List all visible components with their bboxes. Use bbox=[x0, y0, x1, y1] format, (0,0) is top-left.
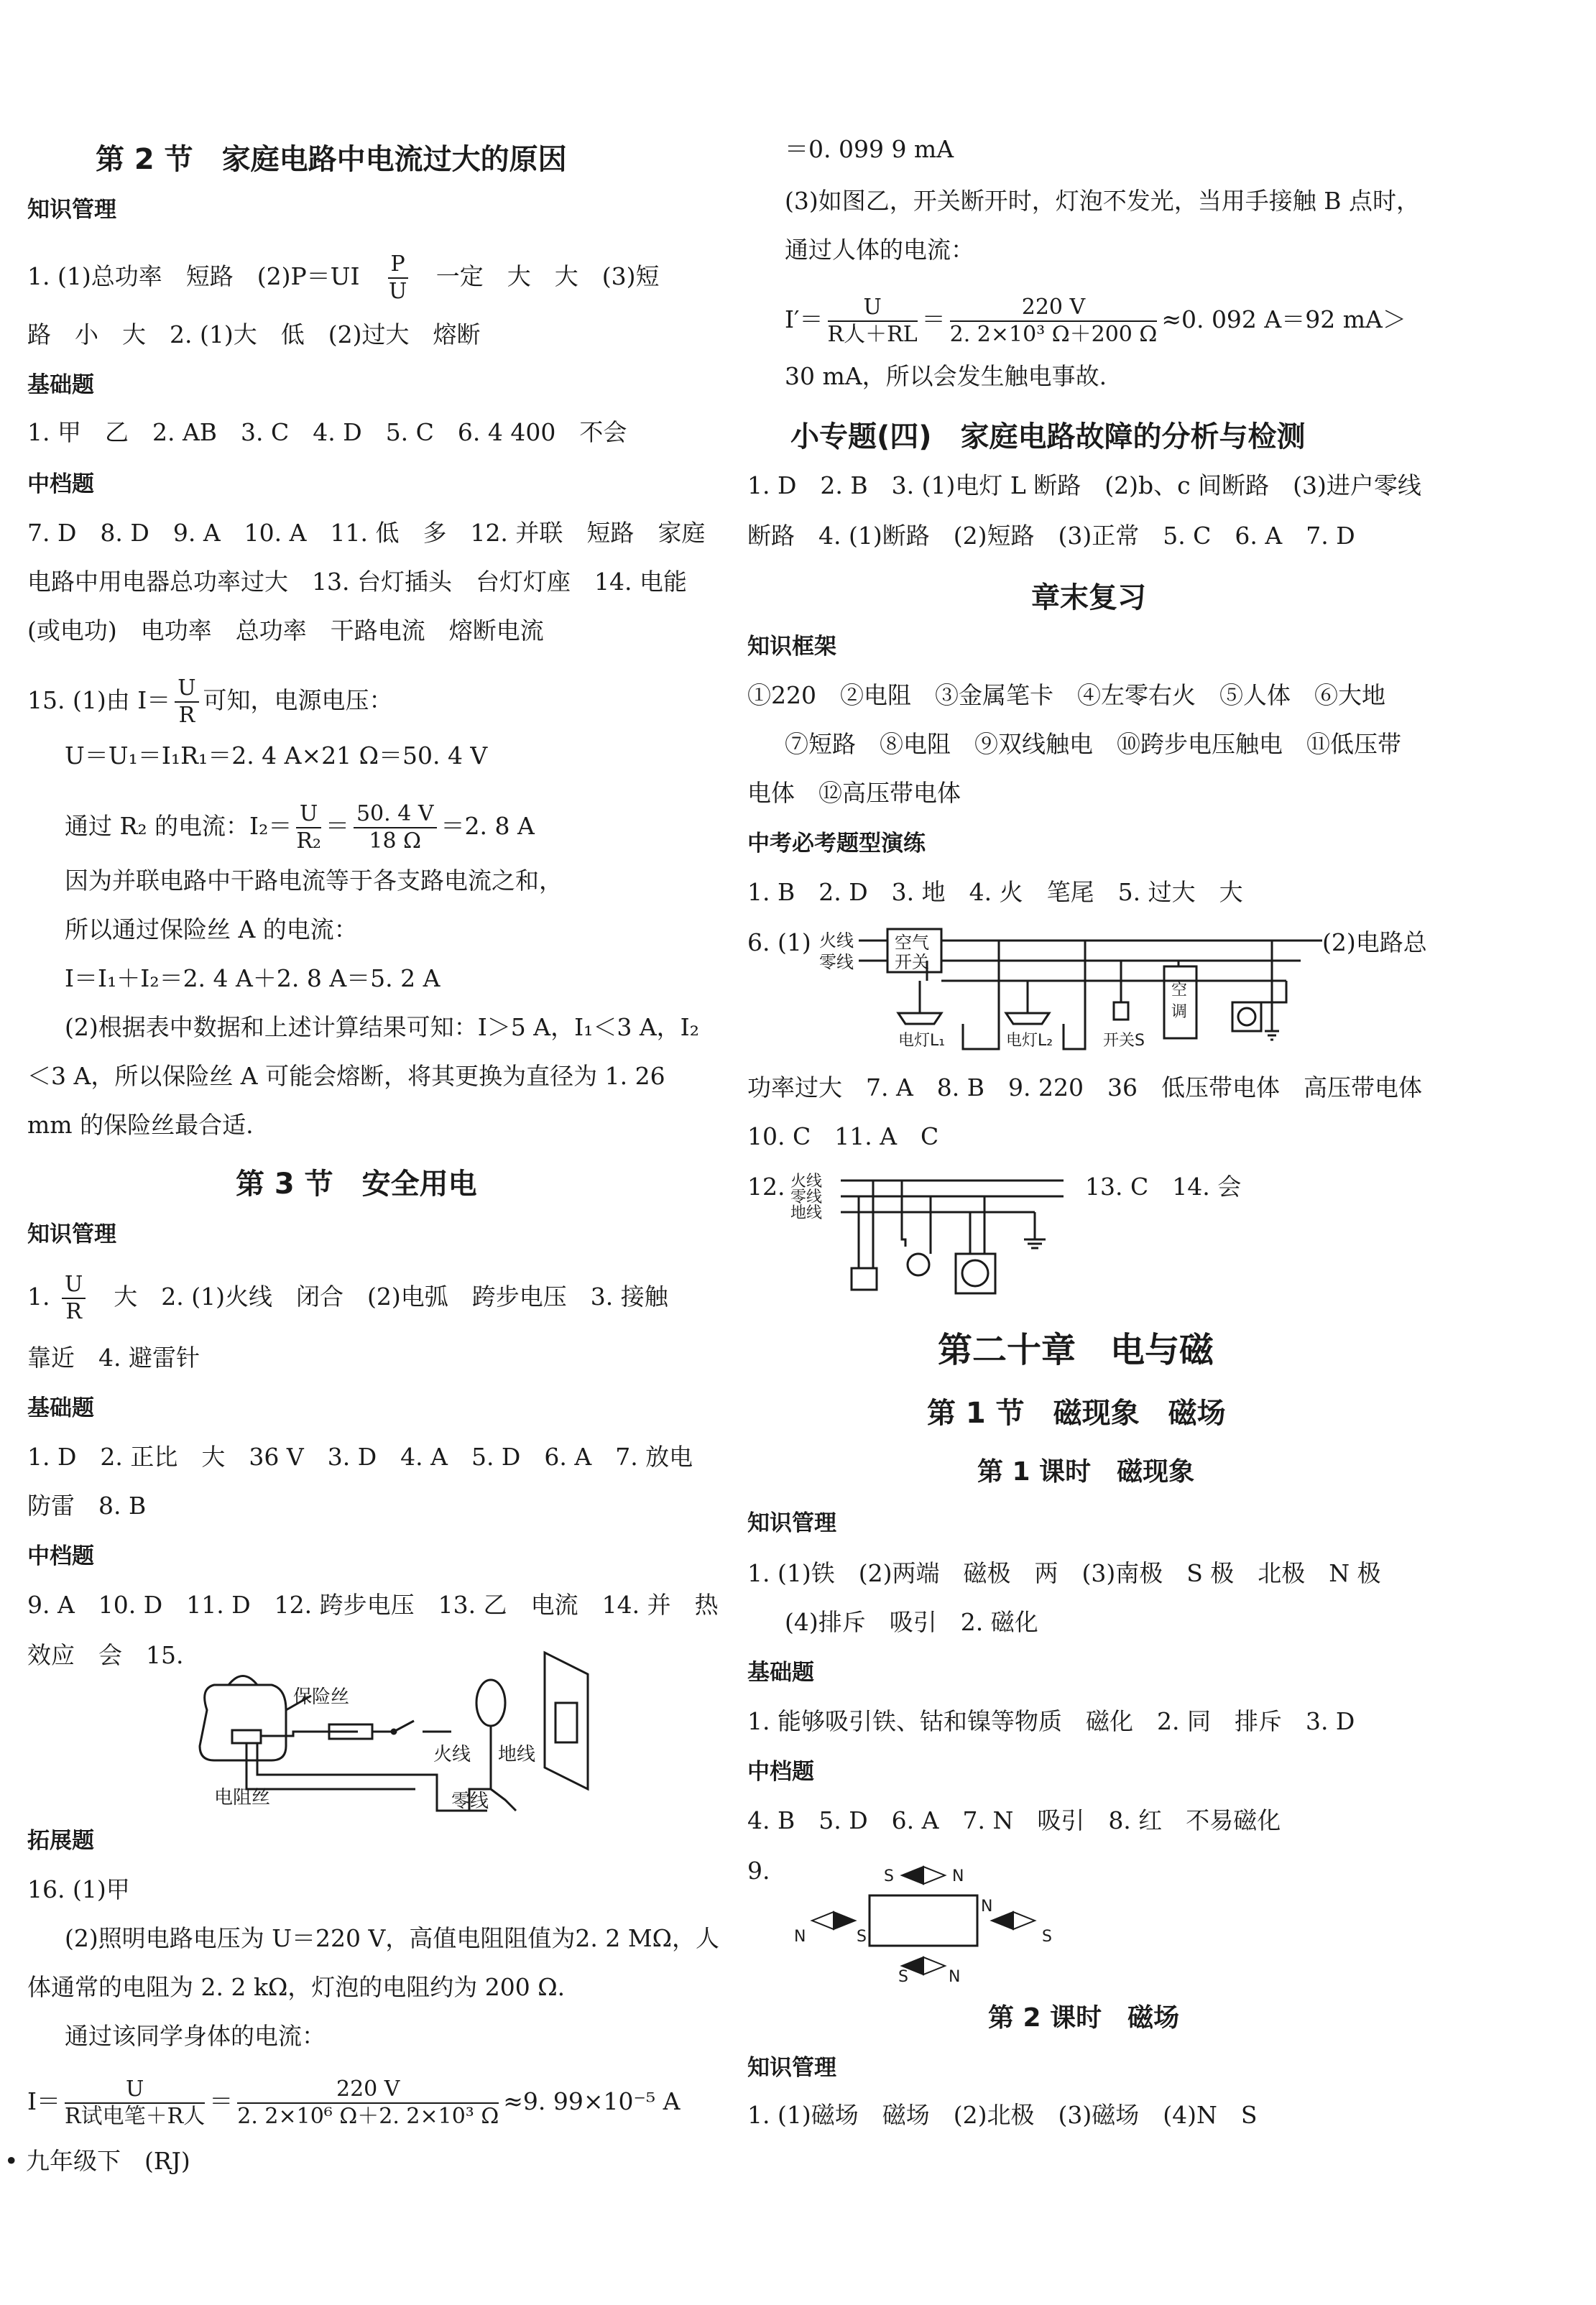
fraction-denominator: U bbox=[388, 279, 407, 304]
section-3-title: 第 3 节 安全用电 bbox=[236, 1168, 477, 1201]
neutral-wire-label: 零线 bbox=[451, 1791, 489, 1812]
fraction-numerator: 50. 4 V bbox=[354, 801, 437, 828]
answer-line: 电路中用电器总功率过大 13. 台灯插头 台灯灯座 14. 电能 bbox=[27, 568, 687, 596]
neutral-wire-label: 零线 bbox=[790, 1188, 823, 1206]
answer-line: 断路 4. (1)断路 (2)短路 (3)正常 5. C 6. A 7. D bbox=[747, 522, 1355, 550]
fraction bbox=[62, 1272, 86, 1325]
earth-wire-label: 地线 bbox=[498, 1744, 536, 1765]
heading-mid: 中档题 bbox=[27, 471, 94, 497]
live-wire-label: 火线 bbox=[819, 930, 854, 951]
fraction-denominator: R bbox=[178, 703, 195, 728]
answer-line: 功率过大 7. A 8. B 9. 220 36 低压带电体 高压带电体 bbox=[747, 1073, 1422, 1101]
answer-line: 1. 能够吸引铁、钴和镍等物质 磁化 2. 同 排斥 3. D bbox=[747, 1707, 1355, 1735]
answer-line: ①220 ②电阻 ③金属笔卡 ④左零右火 ⑤人体 ⑥大地 bbox=[747, 681, 1385, 709]
neutral-wire-label: 零线 bbox=[819, 952, 854, 972]
north-pole-label: N bbox=[981, 1898, 993, 1916]
heading-framework: 知识框架 bbox=[747, 634, 836, 660]
wiring-diagram bbox=[790, 1168, 1078, 1307]
fraction-denominator: R bbox=[65, 1299, 82, 1324]
answer-line: mm 的保险丝最合适. bbox=[27, 1111, 254, 1139]
answer-text: ＝2. 8 A bbox=[440, 812, 535, 840]
lesson-1-title: 第 1 课时 磁现象 bbox=[977, 1457, 1195, 1487]
answer-line: (2)照明电路电压为 U＝220 V，高值电阻阻值为2. 2 MΩ，人 bbox=[65, 1924, 719, 1952]
fraction-denominator: 2. 2×10³ Ω＋200 Ω bbox=[949, 322, 1158, 347]
answer-line: (3)如图乙，开关断开时，灯泡不发光，当用手接触 B 点时， bbox=[785, 187, 1420, 215]
answer-text: 15. (1)由 I＝ bbox=[27, 686, 171, 714]
fraction-denominator: R试电笔＋R人 bbox=[65, 2104, 206, 2129]
answer-text: I′＝ bbox=[785, 305, 824, 333]
answer-text: 1. (1)总功率 短路 (2)P＝UI bbox=[27, 262, 384, 290]
air-conditioner-label: 空 bbox=[1171, 981, 1188, 999]
answer-line: (2)根据表中数据和上述计算结果可知：I＞5 A，I₁＜3 A，I₂ bbox=[65, 1013, 699, 1041]
answer-line: 体通常的电阻为 2. 2 kΩ，灯泡的电阻约为 200 Ω. bbox=[27, 1973, 566, 2001]
answer-line: 7. D 8. D 9. A 10. A 11. 低 多 12. 并联 短路 家庭 bbox=[27, 519, 706, 547]
answer-line: 电体 ⑫高压带电体 bbox=[747, 779, 961, 807]
heading-extension: 拓展题 bbox=[27, 1828, 94, 1854]
chapter-20-title: 第二十章 电与磁 bbox=[938, 1330, 1214, 1370]
lamp-1-label: 电灯L₁ bbox=[898, 1032, 946, 1050]
air-switch-label: 开关 bbox=[895, 952, 929, 972]
live-wire-label: 火线 bbox=[433, 1744, 471, 1765]
answer-line: 靠近 4. 避雷针 bbox=[27, 1344, 200, 1372]
fraction bbox=[828, 295, 918, 348]
air-conditioner-label: 调 bbox=[1171, 1003, 1188, 1021]
answer-line: 30 mA，所以会发生触电事故. bbox=[785, 362, 1107, 390]
heading-knowledge: 知识管理 bbox=[747, 1510, 836, 1536]
answer-text: ≈0. 092 A＝92 mA＞ bbox=[1161, 305, 1406, 333]
lamp-2-label: 电灯L₂ bbox=[1006, 1032, 1053, 1050]
north-pole-label: N bbox=[952, 1867, 964, 1885]
answer-text: 大 2. (1)火线 闭合 (2)电弧 跨步电压 3. 接触 bbox=[90, 1283, 668, 1311]
answer-text: ≈9. 99×10⁻⁵ A bbox=[503, 2087, 681, 2115]
answer-line: 6. (1) bbox=[747, 928, 811, 956]
answer-text: ＝ bbox=[921, 305, 946, 333]
answer-text: 通过 R₂ 的电流：I₂＝ bbox=[65, 812, 292, 840]
answer-line: 效应 会 15. bbox=[27, 1641, 184, 1669]
answer-line: 路 小 大 2. (1)大 低 (2)过大 熔断 bbox=[27, 320, 481, 348]
kettle-circuit-diagram bbox=[185, 1645, 617, 1821]
fraction-numerator: U bbox=[828, 295, 918, 322]
answer-line: 1. D 2. B 3. (1)电灯 L 断路 (2)b、c 间断路 (3)进户零线 bbox=[747, 471, 1421, 499]
answer-line bbox=[27, 2077, 680, 2130]
heading-knowledge: 知识管理 bbox=[27, 1221, 116, 1247]
south-pole-label: S bbox=[857, 1928, 867, 1946]
fraction bbox=[950, 295, 1158, 348]
fraction bbox=[237, 2077, 499, 2130]
resistor-wire-label: 电阻丝 bbox=[214, 1787, 271, 1809]
fraction-denominator: R₂ bbox=[296, 828, 321, 854]
answer-line: 10. C 11. A C bbox=[747, 1122, 939, 1150]
fraction bbox=[354, 801, 437, 854]
answer-line: 1. B 2. D 3. 地 4. 火 笔尾 5. 过大 大 bbox=[747, 878, 1243, 906]
fraction-numerator: P bbox=[388, 251, 408, 279]
south-pole-label: S bbox=[1042, 1928, 1052, 1946]
fraction bbox=[296, 801, 321, 854]
answer-line: 12. bbox=[747, 1173, 785, 1201]
fraction-numerator: U bbox=[175, 675, 198, 703]
south-pole-label: S bbox=[898, 1968, 908, 1983]
answer-text: I＝ bbox=[27, 2087, 61, 2115]
heading-basic: 基础题 bbox=[747, 1660, 814, 1686]
fraction bbox=[175, 675, 198, 729]
answer-line bbox=[747, 295, 1406, 348]
answer-text: 可知，电源电压： bbox=[203, 686, 393, 714]
answer-line: ⑦短路 ⑧电阻 ⑨双线触电 ⑩跨步电压触电 ⑪低压带 bbox=[785, 730, 1401, 758]
answer-line: 4. B 5. D 6. A 7. N 吸引 8. 红 不易磁化 bbox=[747, 1806, 1281, 1834]
heading-knowledge: 知识管理 bbox=[27, 197, 116, 223]
answer-line: 因为并联电路中干路电流等于各支路电流之和， bbox=[65, 867, 563, 895]
answer-line: 9. bbox=[747, 1857, 770, 1885]
answer-line: 1. D 2. 正比 大 36 V 3. D 4. A 5. D 6. A 7. 放电 bbox=[27, 1443, 693, 1471]
fraction-numerator: U bbox=[65, 2077, 205, 2104]
magnet-needles-diagram bbox=[776, 1861, 1078, 1986]
answer-line bbox=[27, 801, 535, 854]
live-wire-label: 火线 bbox=[790, 1173, 823, 1191]
answer-text: ＝ bbox=[209, 2087, 234, 2115]
answer-line: 1. (1)铁 (2)两端 磁极 两 (3)南极 S 极 北极 N 极 bbox=[747, 1559, 1381, 1587]
north-pole-label: N bbox=[949, 1968, 961, 1983]
answer-line: ＜3 A，所以保险丝 A 可能会熔断，将其更换为直径为 1. 26 bbox=[27, 1062, 665, 1090]
page-footer: • 九年级下 (RJ) bbox=[4, 2147, 190, 2175]
answer-line bbox=[27, 251, 659, 305]
answer-line: 1. 甲 乙 2. AB 3. C 4. D 5. C 6. 4 400 不会 bbox=[27, 418, 627, 446]
answer-line: (4)排斥 吸引 2. 磁化 bbox=[785, 1608, 1038, 1636]
answer-line: 1. (1)磁场 磁场 (2)北极 (3)磁场 (4)N S bbox=[747, 2101, 1258, 2129]
heading-mid: 中档题 bbox=[27, 1543, 94, 1569]
answer-line: 防雷 8. B bbox=[27, 1492, 147, 1520]
section-2-title: 第 2 节 家庭电路中电流过大的原因 bbox=[96, 143, 567, 176]
answer-line: 13. C 14. 会 bbox=[1085, 1173, 1242, 1201]
answer-line: 9. A 10. D 11. D 12. 跨步电压 13. 乙 电流 14. 并 热 bbox=[27, 1591, 719, 1619]
fraction bbox=[388, 251, 408, 305]
section-1-title: 第 1 节 磁现象 磁场 bbox=[927, 1397, 1226, 1430]
fraction-numerator: 220 V bbox=[950, 295, 1158, 322]
lesson-2-title: 第 2 课时 磁场 bbox=[988, 2003, 1180, 2033]
south-pole-label: S bbox=[884, 1867, 894, 1885]
answer-text: ＝ bbox=[325, 812, 349, 840]
fraction-numerator: U bbox=[296, 801, 321, 828]
fuse-label: 保险丝 bbox=[293, 1686, 350, 1708]
chapter-review-title: 章末复习 bbox=[1031, 581, 1146, 614]
air-switch-label: 空气 bbox=[895, 933, 929, 953]
fraction bbox=[65, 2077, 205, 2130]
north-pole-label: N bbox=[794, 1928, 806, 1946]
fraction-denominator: R人＋RL bbox=[827, 322, 918, 347]
answer-line: (或电功) 电功率 总功率 干路电流 熔断电流 bbox=[27, 616, 544, 645]
answer-line: (2)电路总 bbox=[1322, 928, 1427, 956]
heading-basic: 基础题 bbox=[27, 1395, 94, 1421]
heading-basic: 基础题 bbox=[27, 372, 94, 398]
fraction-denominator: 2. 2×10⁶ Ω＋2. 2×10³ Ω bbox=[237, 2104, 499, 2129]
switch-s-label: 开关S bbox=[1103, 1032, 1145, 1050]
answer-line: 16. (1)甲 bbox=[27, 1875, 130, 1903]
answer-line: 所以通过保险丝 A 的电流： bbox=[65, 915, 358, 943]
answer-line bbox=[27, 1272, 668, 1325]
fraction-numerator: 220 V bbox=[237, 2077, 499, 2104]
heading-exam-practice: 中考必考题型演练 bbox=[747, 831, 926, 856]
answer-line bbox=[27, 675, 393, 729]
special-topic-4-title: 小专题(四) 家庭电路故障的分析与检测 bbox=[790, 420, 1306, 453]
answer-line: 通过该同学身体的电流： bbox=[65, 2022, 326, 2050]
fraction-numerator: U bbox=[62, 1272, 86, 1299]
answer-line: I＝I₁＋I₂＝2. 4 A＋2. 8 A＝5. 2 A bbox=[65, 964, 440, 992]
fraction-denominator: 18 Ω bbox=[369, 828, 422, 854]
heading-knowledge: 知识管理 bbox=[747, 2055, 836, 2081]
answer-line: 通过人体的电流： bbox=[785, 236, 974, 264]
answer-text: 1. bbox=[27, 1283, 57, 1311]
answer-text: 一定 大 大 (3)短 bbox=[412, 262, 660, 290]
answer-line: U＝U₁＝I₁R₁＝2. 4 A×21 Ω＝50. 4 V bbox=[65, 742, 488, 770]
heading-mid: 中档题 bbox=[747, 1759, 814, 1785]
earth-wire-label: 地线 bbox=[790, 1204, 823, 1222]
answer-line: ＝0. 099 9 mA bbox=[785, 135, 954, 163]
household-circuit-diagram bbox=[819, 923, 1322, 1056]
